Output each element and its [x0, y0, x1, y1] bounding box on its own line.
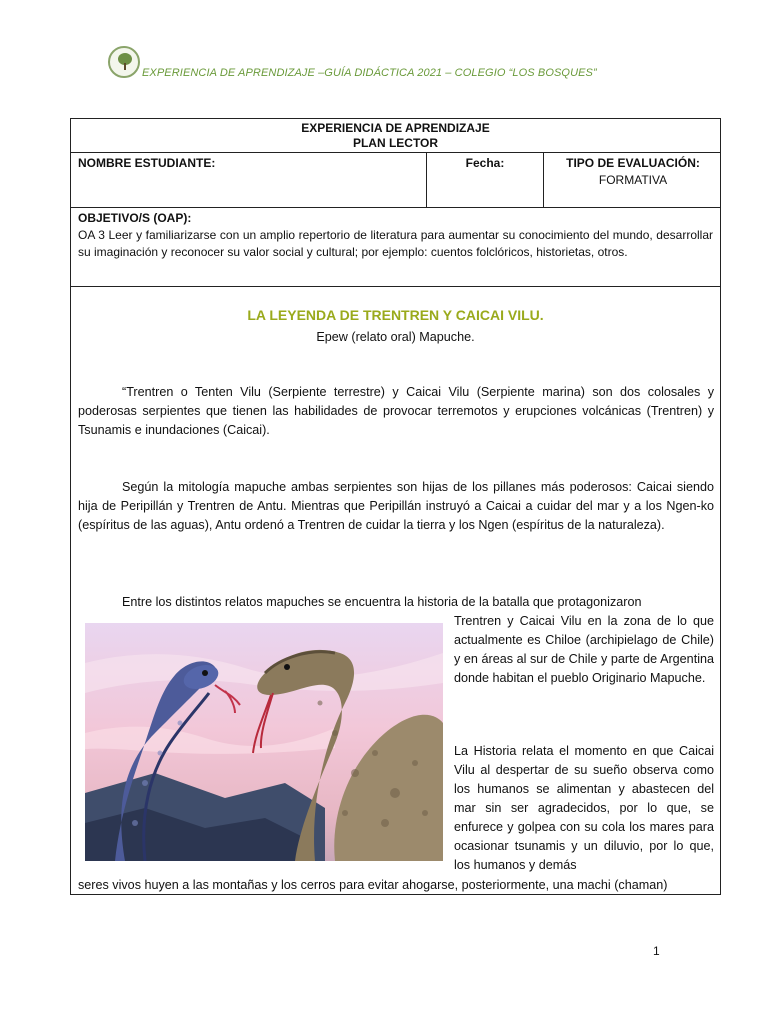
- title-line-1: EXPERIENCIA DE APRENDIZAJE: [301, 121, 490, 135]
- student-name-label: NOMBRE ESTUDIANTE:: [78, 156, 216, 170]
- objective-label: OBJETIVO/S (OAP):: [78, 211, 192, 225]
- date-label: Fecha:: [465, 156, 505, 170]
- paragraph-2: Según la mitología mapuche ambas serpientes son hijas de los pillanes más poderosos: Caicai siendo hija de Peripillán y Trentren de Antu. Mientras que Peripillán instruyó a Caicai a cuidar del mar y a los Ngen-ko (espíritus de las aguas), Antu ordenó a Trentren de cuidar la tierra y los Ngen (espíritus de la naturaleza).: [78, 480, 714, 532]
- paragraph-4: La Historia relata el momento en que Caicai Vilu al despertar de su sueño observa como los humanos se alimentan y abastecen del mar sin ser agradecidos, por lo que, se enfurece y golpea con su cola los mares para ocasionar tsunamis y un diluvio, por lo que, los humanos y demás: [454, 744, 714, 872]
- worksheet-box: [70, 118, 721, 895]
- page-header: [108, 46, 728, 82]
- paragraph-3-first-line: Entre los distintos relatos mapuches se encuentra la historia de la batalla que protagonizaron: [122, 595, 642, 609]
- info-row: [71, 153, 720, 208]
- paragraph-3-continued: Trentren y Caicai Vilu en la zona de lo que actualmente es Chiloe (archipielago de Chile) y en áreas al sur de Chile y parte de Argentina donde habitan el pueblo Originario Mapuche.: [454, 614, 714, 685]
- story-title: LA LEYENDA DE TRENTREN Y CAICAI VILU.: [247, 307, 544, 323]
- paragraph-1: “Trentren o Tenten Vilu (Serpiente terrestre) y Caicai Vilu (Serpiente marina) son dos colosales y poderosas serpientes que tienen las habilidades de provocar terremotos y erupciones volcánicas (Trentren) y Tsunamis e inundaciones (Caicai).: [78, 385, 714, 437]
- header-text: EXPERIENCIA DE APRENDIZAJE –GUÍA DIDÁCTICA 2021 – COLEGIO “LOS BOSQUES”: [142, 67, 597, 79]
- paragraph-4-last-line: seres vivos huyen a las montañas y los cerros para evitar ahogarse, posteriormente, una machi (chaman): [78, 878, 668, 892]
- story-content: [71, 287, 720, 895]
- evaluation-type-value: FORMATIVA: [598, 173, 668, 187]
- school-logo-icon: [108, 46, 140, 78]
- evaluation-type-cell: [544, 153, 722, 207]
- page-number: 1: [653, 944, 660, 958]
- worksheet-title: [71, 119, 720, 153]
- student-name-field[interactable]: [71, 153, 427, 207]
- date-field[interactable]: [427, 153, 544, 207]
- serpents-illustration: [85, 623, 443, 861]
- story-subtitle: Epew (relato oral) Mapuche.: [316, 330, 475, 344]
- objective-section: [71, 207, 720, 287]
- objective-text: OA 3 Leer y familiarizarse con un amplio repertorio de literatura para aumentar su conocimiento del mundo, desarrollar su imaginación y reconocer su valor social y cultural; por ejemplo: cuentos folclóricos, historietas, otros.: [78, 228, 713, 259]
- title-line-2: PLAN LECTOR: [352, 136, 439, 150]
- evaluation-type-label: TIPO DE EVALUACIÓN:: [566, 156, 700, 170]
